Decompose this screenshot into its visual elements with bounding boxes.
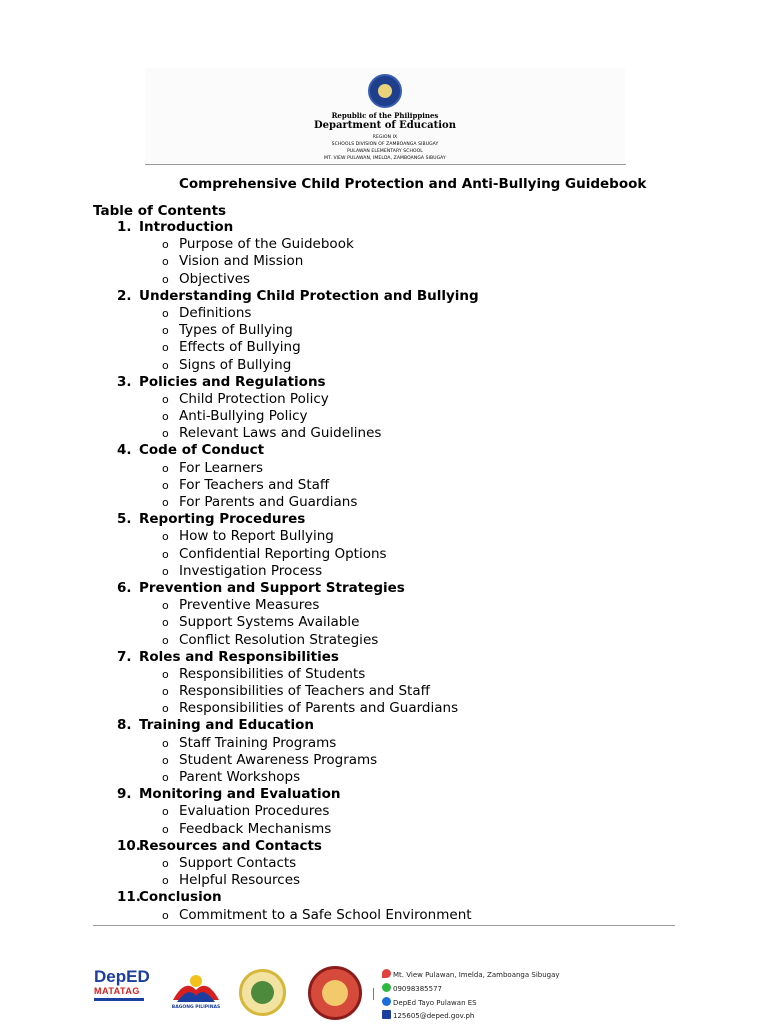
toc-subitem-label: Support Systems Available [179, 614, 360, 631]
contact-email[interactable]: 125605@deped.gov.ph [382, 1010, 474, 1022]
toc-subitem-label: Definitions [179, 304, 252, 321]
document-title: Comprehensive Child Protection and Anti-Bullying Guidebook [179, 176, 647, 192]
toc-subitem [0, 563, 768, 580]
toc-subitem-label: For Learners [179, 459, 264, 476]
bullet-icon: o [162, 358, 169, 372]
toc-subitem [0, 494, 768, 511]
toc-subitem-label: Conflict Resolution Strategies [179, 631, 379, 648]
toc-subitem-label: Effects of Bullying [179, 339, 301, 356]
toc-section-number: 4. [117, 442, 132, 459]
header-division: SCHOOLS DIVISION OF ZAMBOANGA SIBUGAY [331, 142, 439, 147]
toc-subitem-label: Investigation Process [179, 562, 323, 579]
toc-section [0, 580, 768, 597]
bullet-icon: o [162, 822, 169, 836]
toc-subitem [0, 735, 768, 752]
toc-section-title: Code of Conduct [139, 442, 265, 459]
toc-subitem-label: Signs of Bullying [179, 356, 292, 373]
toc-subitem-label: Evaluation Procedures [179, 803, 330, 820]
toc-subitem-label: Responsibilities of Parents and Guardians [179, 700, 459, 717]
table-of-contents [0, 219, 768, 924]
bullet-icon: o [162, 753, 169, 767]
bullet-icon: o [162, 272, 169, 286]
toc-section [0, 649, 768, 666]
header-republic: Republic of the Philippines [331, 111, 439, 120]
bullet-icon: o [162, 771, 169, 784]
toc-section-number: 1. [117, 219, 132, 235]
bullet-icon: o [162, 874, 169, 888]
toc-subitem [0, 597, 768, 614]
deped-matatag-logo [94, 968, 148, 1014]
bullet-icon: o [162, 341, 169, 355]
toc-section-title: Understanding Child Protection and Bullying [139, 287, 479, 304]
bullet-icon: o [162, 478, 169, 492]
toc-subitem [0, 803, 768, 820]
toc-section [0, 288, 768, 305]
toc-subitem [0, 253, 768, 270]
bullet-icon: o [162, 496, 169, 509]
toc-subitem [0, 236, 768, 253]
toc-subitem [0, 752, 768, 769]
toc-subitem [0, 322, 768, 339]
bagong-pilipinas-icon [165, 968, 227, 1006]
toc-heading: Table of Contents [93, 203, 227, 219]
toc-section-title: Conclusion [139, 889, 222, 906]
toc-section-number: 5. [117, 511, 132, 528]
toc-section-number: 8. [117, 717, 132, 734]
toc-section [0, 219, 768, 236]
bullet-icon: o [162, 667, 169, 681]
toc-section [0, 511, 768, 528]
toc-section-title: Monitoring and Evaluation [139, 786, 341, 803]
toc-subitem [0, 305, 768, 322]
bullet-icon: o [162, 685, 169, 699]
toc-subitem-label: Commitment to a Safe School Environment [179, 906, 472, 923]
footer-separator [373, 988, 374, 1000]
toc-subitem [0, 821, 768, 838]
toc-subitem-label: Objectives [179, 270, 251, 287]
bullet-icon: o [162, 856, 169, 870]
toc-section-title: Roles and Responsibilities [139, 648, 339, 665]
toc-section-number: 2. [117, 287, 132, 304]
toc-subitem-label: Purpose of the Guidebook [179, 236, 354, 253]
toc-subitem-label: Responsibilities of Teachers and Staff [179, 683, 430, 700]
toc-section [0, 889, 768, 906]
toc-section-title: Policies and Regulations [139, 373, 326, 390]
bullet-icon: o [162, 392, 169, 406]
toc-subitem [0, 528, 768, 545]
header-region: REGION IX [372, 135, 398, 140]
toc-subitem [0, 855, 768, 872]
toc-section-number: 9. [117, 786, 132, 803]
contact-address: Mt. View Pulawan, Imelda, Zamboanga Sibugay [382, 969, 560, 981]
toc-subitem [0, 907, 768, 924]
bullet-icon: o [162, 427, 169, 441]
division-seal-icon [239, 969, 286, 1016]
toc-subitem [0, 477, 768, 494]
header-address: MT. VIEW PULAWAN, IMELDA, ZAMBOANGA SIBUGAY [324, 156, 446, 161]
toc-subitem [0, 339, 768, 356]
header-divider [145, 164, 626, 165]
toc-subitem-label: Student Awareness Programs [179, 751, 378, 768]
bullet-icon: o [162, 616, 169, 630]
toc-subitem-label: Parent Workshops [179, 769, 301, 785]
contact-facebook[interactable]: DepEd Tayo Pulawan ES [382, 997, 477, 1009]
facebook-icon [382, 997, 391, 1006]
toc-subitem [0, 546, 768, 563]
deped-seal-icon [368, 74, 402, 108]
bagong-pilipinas-logo [165, 968, 227, 1014]
toc-subitem-label: For Teachers and Staff [179, 476, 330, 493]
deped-logo-text: DepED [94, 967, 150, 986]
toc-subitem [0, 872, 768, 889]
toc-subitem-label: Confidential Reporting Options [179, 545, 387, 562]
toc-section-title: Prevention and Support Strategies [139, 579, 405, 596]
toc-subitem-label: Vision and Mission [179, 253, 304, 270]
toc-section-title: Training and Education [139, 717, 314, 734]
toc-subitem [0, 460, 768, 477]
deped-tagline: MATATAG [94, 986, 140, 996]
footer-divider [93, 925, 675, 926]
toc-subitem [0, 683, 768, 700]
toc-subitem [0, 666, 768, 683]
school-seal-icon [308, 966, 362, 1020]
toc-subitem [0, 271, 768, 288]
bullet-icon: o [162, 564, 169, 578]
toc-subitem [0, 357, 768, 374]
toc-subitem-label: Feedback Mechanisms [179, 820, 332, 837]
toc-subitem-label: Relevant Laws and Guidelines [179, 425, 382, 442]
toc-section [0, 838, 768, 855]
toc-section-number: 11. [117, 889, 141, 906]
toc-section-title: Reporting Procedures [139, 511, 306, 528]
bullet-icon: o [162, 324, 169, 338]
bullet-icon: o [162, 805, 169, 819]
toc-subitem-label: Preventive Measures [179, 597, 320, 614]
bullet-icon: o [162, 702, 169, 716]
toc-subitem-label: Staff Training Programs [179, 734, 337, 751]
header-school: PULAWAN ELEMENTARY SCHOOL [347, 149, 423, 154]
toc-section-number: 6. [117, 579, 132, 596]
toc-subitem [0, 700, 768, 717]
bullet-icon: o [162, 633, 169, 647]
toc-subitem-label: Helpful Resources [179, 872, 301, 889]
toc-subitem-label: Responsibilities of Students [179, 665, 366, 682]
toc-subitem [0, 632, 768, 649]
bullet-icon: o [162, 547, 169, 561]
bullet-icon: o [162, 530, 169, 544]
toc-subitem-label: Child Protection Policy [179, 390, 329, 407]
toc-section-number: 7. [117, 648, 132, 665]
toc-subitem-label: How to Report Bullying [179, 528, 334, 545]
email-icon [382, 1010, 391, 1019]
bullet-icon: o [162, 908, 169, 922]
toc-subitem-label: Types of Bullying [179, 322, 293, 339]
toc-section-number: 10. [117, 837, 141, 854]
toc-subitem [0, 425, 768, 442]
toc-subitem [0, 391, 768, 408]
toc-section [0, 442, 768, 459]
contact-phone: 09098385577 [382, 983, 442, 995]
bagong-pilipinas-text: BAGONG PILIPINAS [171, 1005, 221, 1010]
toc-section [0, 374, 768, 391]
phone-icon [382, 983, 391, 992]
toc-subitem [0, 614, 768, 631]
toc-section [0, 786, 768, 803]
toc-subitem [0, 408, 768, 425]
bullet-icon: o [162, 599, 169, 613]
toc-subitem-label: For Parents and Guardians [179, 494, 358, 510]
header-department: Department of Education [314, 120, 456, 131]
toc-section [0, 717, 768, 734]
bullet-icon: o [162, 410, 169, 424]
bullet-icon: o [162, 255, 169, 269]
toc-section-title: Introduction [139, 219, 234, 235]
toc-section-title: Resources and Contacts [139, 837, 322, 854]
location-pin-icon [382, 969, 391, 978]
toc-subitem-label: Anti-Bullying Policy [179, 408, 308, 425]
toc-section-number: 3. [117, 373, 132, 390]
bullet-icon: o [162, 461, 169, 475]
toc-subitem-label: Support Contacts [179, 854, 297, 871]
bullet-icon: o [162, 736, 169, 750]
toc-subitem [0, 769, 768, 786]
bullet-icon: o [162, 306, 169, 320]
bullet-icon: o [162, 238, 169, 252]
